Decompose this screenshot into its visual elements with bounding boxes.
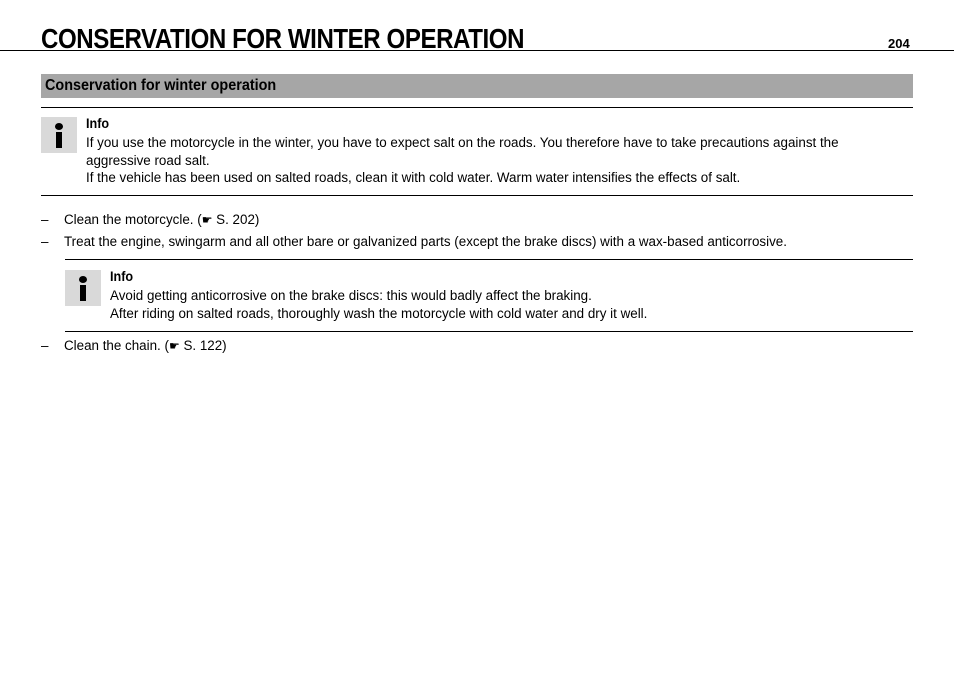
info-box-1-heading: Info bbox=[86, 115, 110, 131]
page-reference-link[interactable]: S. 122) bbox=[179, 338, 227, 353]
info-icon bbox=[41, 117, 77, 153]
info-box-2-heading: Info bbox=[110, 268, 134, 284]
info-box-1-paragraph-2: If the vehicle has been used on salted roads, clean it with cold water. Warm water intensifies the effects of salt. bbox=[86, 170, 741, 185]
info-box-2-paragraph-1: Avoid getting anticorrosive on the brake discs: this would badly affect the braking. bbox=[110, 288, 592, 303]
info-box-2-paragraph-2: After riding on salted roads, thoroughly wash the motorcycle with cold water and dry it well. bbox=[110, 305, 648, 321]
pointing-hand-icon: ☛ bbox=[168, 339, 180, 353]
header-rule bbox=[0, 50, 954, 51]
section-heading-bar bbox=[41, 74, 913, 98]
info-box-1-text bbox=[86, 134, 898, 187]
list-item bbox=[41, 233, 787, 250]
info-box-2-top-rule bbox=[65, 259, 913, 260]
list-dash: – bbox=[41, 234, 49, 249]
list-item bbox=[41, 211, 259, 229]
info-box-1-paragraph-1: If you use the motorcycle in the winter, you have to expect salt on the roads. You therefore have to take precautions against the aggressive road salt. bbox=[86, 135, 839, 168]
page-title: CONSERVATION FOR WINTER OPERATION bbox=[41, 23, 525, 54]
pointing-hand-icon: ☛ bbox=[201, 213, 213, 227]
step-text: Clean the motorcycle. ( bbox=[64, 212, 202, 227]
info-box-1-bottom-rule bbox=[41, 195, 913, 196]
info-icon-dot bbox=[55, 123, 63, 130]
list-item bbox=[41, 337, 227, 355]
step-text: Clean the chain. ( bbox=[64, 338, 169, 353]
info-icon-stem bbox=[56, 132, 62, 148]
section-title: Conservation for winter operation bbox=[45, 77, 277, 94]
list-dash: – bbox=[41, 212, 49, 227]
info-box-2-text bbox=[110, 287, 900, 322]
info-icon-dot bbox=[79, 276, 87, 283]
info-icon bbox=[65, 270, 101, 306]
info-box-2-bottom-rule bbox=[65, 331, 913, 332]
info-icon-stem bbox=[80, 285, 86, 301]
step-text: Treat the engine, swingarm and all other bare or galvanized parts (except the brake discs) with a wax-based anticorrosive. bbox=[64, 234, 787, 249]
page-reference-link[interactable]: S. 202) bbox=[212, 212, 260, 227]
info-box-1-top-rule bbox=[41, 107, 913, 108]
list-dash: – bbox=[41, 338, 49, 353]
page-number: 204 bbox=[888, 36, 910, 51]
